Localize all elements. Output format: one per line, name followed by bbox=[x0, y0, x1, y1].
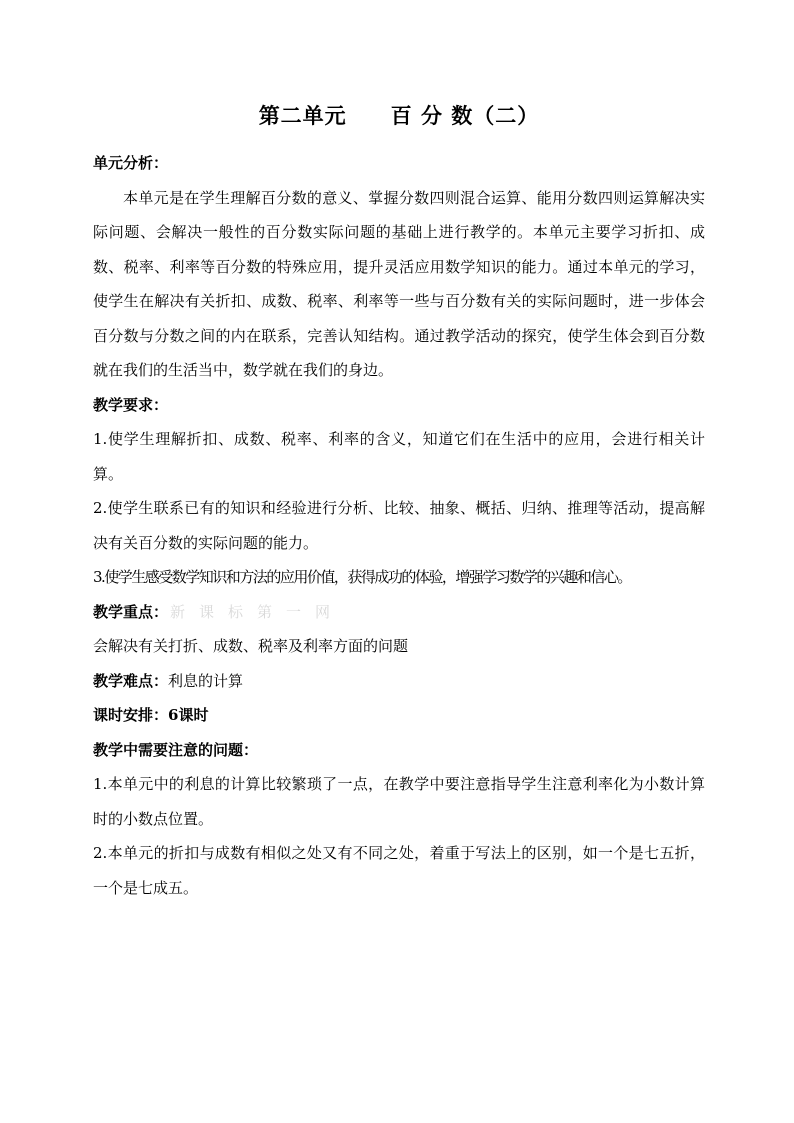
key-points-body: 会解决有关打折、成数、税率及利率方面的问题 bbox=[93, 637, 409, 655]
schedule-heading: 课时安排： bbox=[93, 706, 169, 724]
note-item-1: 1.本单元中的利息的计算比较繁琐了一点，在教学中要注意指导学生注意利率化为小数计算时的小数点位置。 bbox=[93, 775, 705, 828]
requirements-heading: 教学要求： bbox=[93, 395, 169, 414]
schedule-body: 6课时 bbox=[168, 706, 209, 724]
key-points-line bbox=[93, 595, 705, 630]
analysis-heading: 单元分析： bbox=[93, 154, 169, 172]
requirement-item-3: 3.使学生感受数学知识和方法的应用价值，获得成功的体验，增强学习数学的兴趣和信心。 bbox=[93, 568, 631, 586]
key-points-heading: 教学重点： bbox=[93, 602, 169, 621]
analysis-paragraph: 本单元是在学生理解百分数的意义、掌握分数四则混合运算、能用分数四则运算解决实际问题、会解决一般性的百分数实际问题的基础上进行教学的。本单元主要学习折扣、成数、税率、利率等百分数的特殊应用，提升灵活应用数学知识的能力。通过本单元的学习，使学生在解决有关折扣、成数、税率、利率等一些与百分数有关的实际问题时，进一步体会百分数与分数之间的内在联系，完善认知结构。通过教学活动的探究，使学生体会到百分数就在我们的生活当中，数学就在我们的身边。 bbox=[93, 188, 705, 379]
difficulty-heading: 教学难点： bbox=[93, 671, 169, 690]
page-title: 第二单元 百 分 数（二） bbox=[258, 103, 540, 128]
note-item-2: 2.本单元的折扣与成数有相似之处又有不同之处，着重于写法上的区别，如一个是七五折，一个是七成五。 bbox=[93, 844, 705, 897]
requirement-item-1: 1.使学生理解折扣、成数、税率、利率的含义，知道它们在生活中的应用，会进行相关计算。 bbox=[93, 430, 705, 483]
notes-heading: 教学中需要注意的问题： bbox=[93, 740, 259, 759]
watermark-text: 新课标第一网 bbox=[170, 602, 345, 621]
requirement-item-2: 2.使学生联系已有的知识和经验进行分析、比较、抽象、概括、归纳、推理等活动，提高解决有关百分数的实际问题的能力。 bbox=[93, 499, 705, 552]
document-body bbox=[93, 146, 705, 905]
difficulty-body: 利息的计算 bbox=[168, 671, 244, 690]
schedule-line bbox=[93, 698, 705, 733]
difficulty-line bbox=[93, 664, 705, 699]
